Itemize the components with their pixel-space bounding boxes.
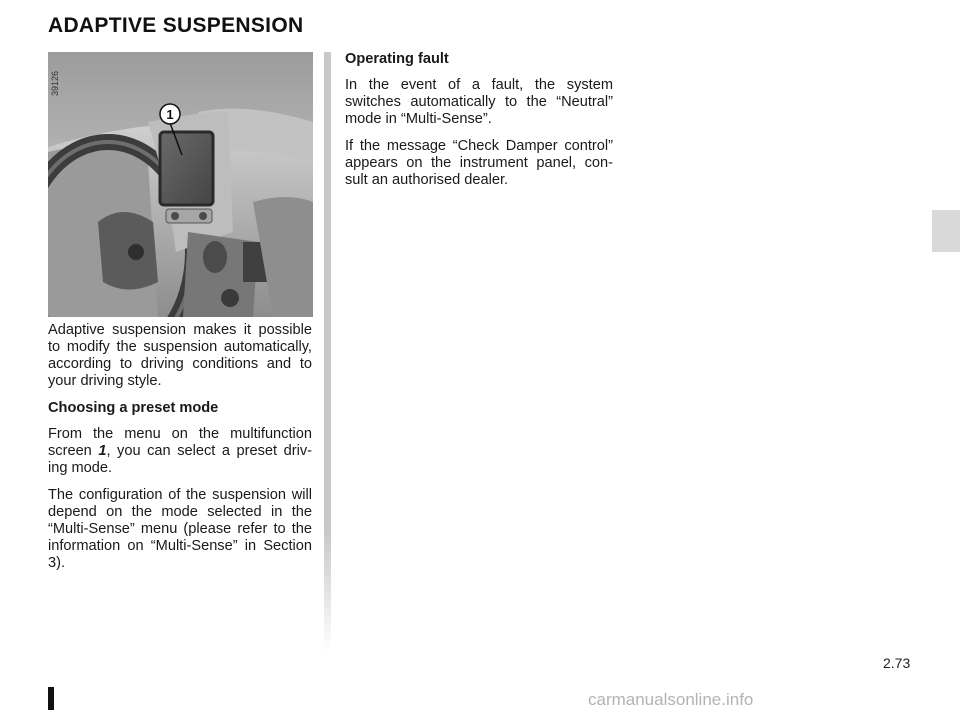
corner-mark [48,687,54,710]
steering-control-button [128,244,144,260]
gear-selector [203,241,227,273]
screen-knob-left [171,212,179,220]
left-column [48,322,312,582]
callout-number: 1 [166,107,174,122]
section-tab [932,210,960,252]
watermark: carmanualsonline.info [588,690,754,709]
right-column [345,51,613,199]
multi-sense-knob [221,289,239,307]
section-heading-operating-fault: Operating fault [345,51,449,67]
paragraph-text: From the menu on the multifunction screen [48,426,312,459]
dashboard-illustration [48,52,313,317]
screen-knob-right [199,212,207,220]
multifunction-screen [160,132,213,205]
damper-message-paragraph: If the message “Check Damper control” appears on the instrument panel, con-sult an authorised dealer. [345,138,613,188]
page-title: ADAPTIVE SUSPENSION [48,14,304,37]
page-number: 2.73 [883,655,911,671]
preset-mode-paragraph [48,426,312,477]
fault-paragraph: In the event of a fault, the system switches automatically to the “Neutral” mode in “Multi-Sense”. [345,77,613,127]
screen-reference: 1 [98,443,107,459]
configuration-paragraph: The configuration of the suspension will depend on the mode selected in the “Multi-Sense” menu (please refer to the information on “Multi-Sense” in Section 3). [48,487,312,571]
dashboard-figure [48,52,313,317]
column-divider [324,52,331,652]
steering-hub [98,212,158,290]
intro-paragraph: Adaptive suspension makes it possible to modify the suspension automatically, according to driving conditions and to your driving style. [48,322,312,389]
paragraph-text: , you can select a preset driv-ing mode. [48,443,312,476]
section-heading-preset-mode: Choosing a preset mode [48,400,219,416]
figure-reference: 39126 [50,70,60,96]
